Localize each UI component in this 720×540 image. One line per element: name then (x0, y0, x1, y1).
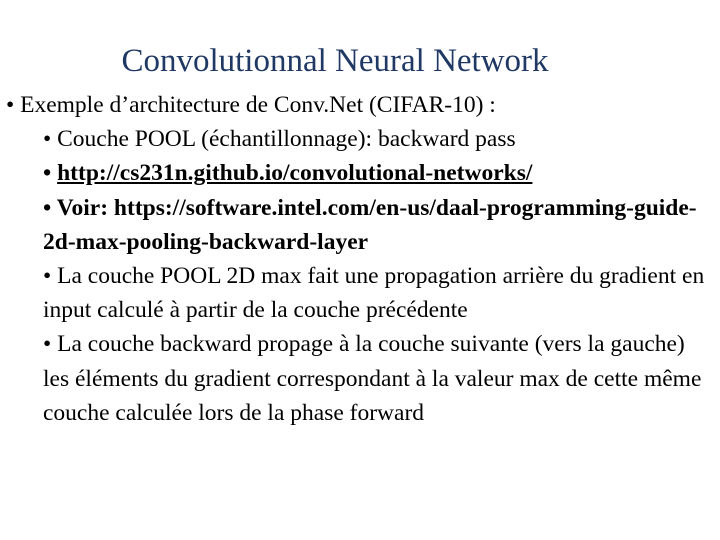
sub-bullet-backward (43, 327, 712, 430)
intel-daal-url[interactable]: https://software.intel.com/en-us/daal-programming-guide-2d-max-pooling-backward-layer (43, 194, 697, 255)
sub-bullet-propagation (43, 259, 712, 327)
sub-bullet-pool (43, 122, 712, 156)
propagation-text: La couche POOL 2D max fait une propagation arrière du gradient en input calculé à partir de la couche précédente (43, 263, 705, 324)
main-bullet-item (6, 88, 712, 122)
bullet-marker: • (43, 331, 52, 358)
main-bullet-text: Exemple d’architecture de Conv.Net (CIFAR-10) : (20, 92, 496, 118)
bullet-marker: • (43, 263, 52, 290)
sub-bullet-voir (43, 191, 712, 259)
cs231n-link[interactable]: http://cs231n.github.io/convolutional-networks/ (57, 160, 533, 187)
slide-title: Convolutionnal Neural Network (121, 43, 549, 79)
sub-bullet-cs231n (43, 156, 712, 190)
slide-content (0, 88, 712, 430)
bullet-marker: • (6, 92, 15, 118)
pool-backward-text: Couche POOL (échantillonnage): backward pass (57, 126, 516, 153)
bullet-marker: • (43, 194, 52, 221)
bullet-marker: • (43, 160, 52, 187)
backward-layer-text: La couche backward propage à la couche suivante (vers la gauche) les éléments du gradient correspondant à la valeur max de cette même couche calculée lors de la phase forward (43, 331, 702, 426)
voir-label: Voir: (56, 194, 109, 221)
bullet-marker: • (43, 126, 52, 153)
